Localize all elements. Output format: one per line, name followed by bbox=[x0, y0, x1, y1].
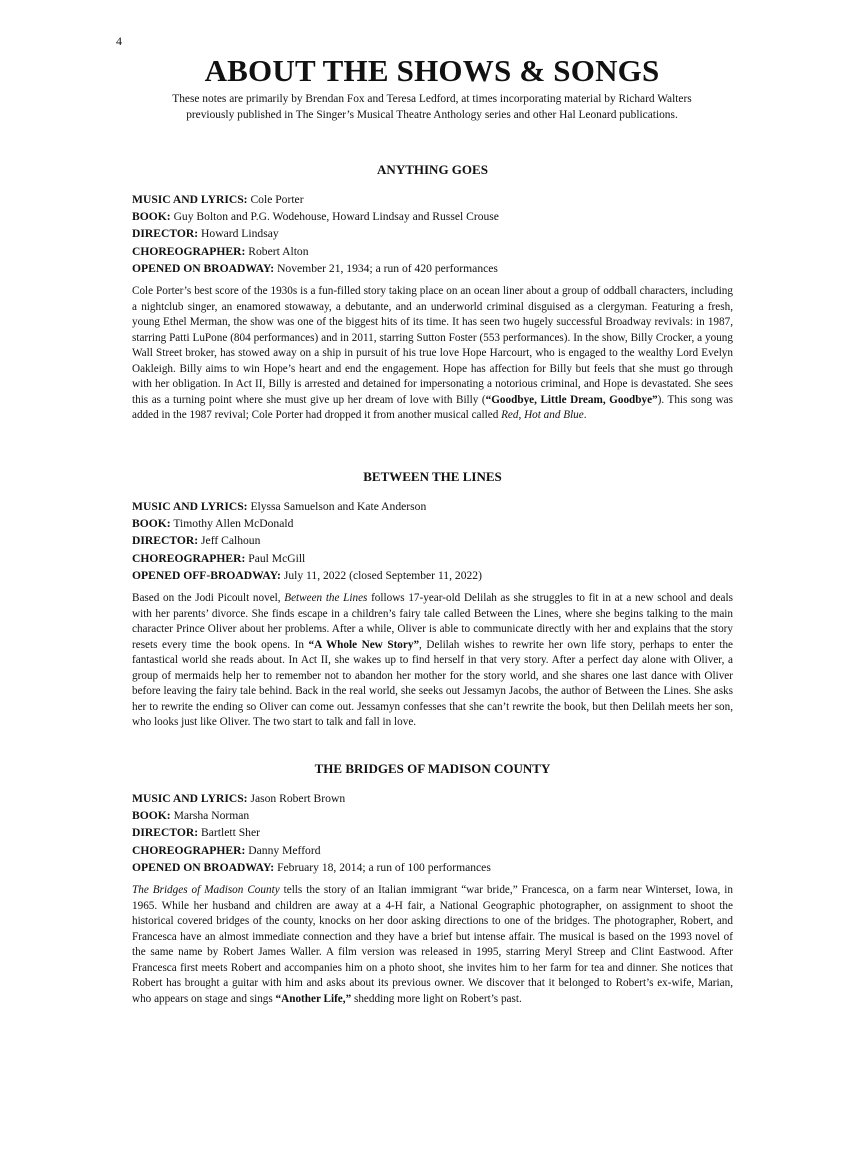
credit-label: BOOK: bbox=[132, 210, 171, 224]
credit-value: Cole Porter bbox=[250, 193, 304, 206]
credit-value: Jason Robert Brown bbox=[250, 792, 346, 805]
credit-label: CHOREOGRAPHER: bbox=[132, 551, 246, 565]
credit-label: OPENED ON BROADWAY: bbox=[132, 261, 275, 275]
credit-choreographer bbox=[132, 842, 733, 859]
credit-value: Marsha Norman bbox=[173, 809, 250, 823]
credit-choreographer bbox=[132, 550, 733, 567]
credit-label: DIRECTOR: bbox=[132, 826, 199, 840]
credit-label: MUSIC AND LYRICS: bbox=[132, 500, 248, 513]
subtitle-line-2: previously published in The Singer’s Musical Theatre Anthology series and other Hal Leonard publications. bbox=[186, 108, 678, 121]
credit-value: July 11, 2022 (closed September 11, 2022) bbox=[283, 568, 482, 582]
synopsis-text: tells the story of an Italian immigrant “war bride,” Francesca, on a farm near Winterset, Iowa, in 1965. While her husband and children are away at a 4-H fair, a National Geographic photographer, on assignment to shoot the historical covered bridges of the county, knocks on her door asking directions to one of the bridges. The photographer, Robert, and Francesca have an almost immediate connection and they have a brief but intense affair. The musical is based on the 1993 novel of the same name by Robert James Waller. A film version was released in 1995, starring Meryl Streep and Clint Eastwood. After Francesca first meets Robert and accompanies him on a photo shoot, she invites him to her farm for tea and dinner. She notices that Robert has brought a guitar with him and asks about its previous owner. We discover that it belonged to Robert’s ex-wife, Marian, who appears on stage and sings bbox=[132, 884, 733, 1005]
credit-label: CHOREOGRAPHER: bbox=[132, 244, 246, 258]
song-title: “A Whole New Story” bbox=[308, 638, 420, 651]
synopsis-text: follows 17-year-old Delilah as she struggles to fit in at a new school and deals with her parents’ divorce. She finds escape in a children’s fairy tale called Between the Lines, where she begins talking to the main character Prince Oliver about her problems. After a while, Oliver is able to communicate directly with her and explains that the story resets every time the book opens. In bbox=[132, 592, 733, 651]
credit-value: Guy Bolton and P.G. Wodehouse, Howard Lindsay and Russel Crouse bbox=[173, 210, 499, 224]
credit-value: Jeff Calhoun bbox=[201, 534, 261, 548]
credit-value: Danny Mefford bbox=[248, 843, 321, 857]
credit-value: Timothy Allen McDonald bbox=[173, 517, 294, 531]
credit-value: Elyssa Samuelson and Kate Anderson bbox=[250, 500, 427, 513]
credit-label: OPENED ON BROADWAY: bbox=[132, 860, 275, 874]
credit-director bbox=[132, 824, 733, 841]
work-title: The Bridges of Madison County bbox=[132, 884, 280, 897]
credit-book bbox=[132, 208, 733, 225]
credit-value: Bartlett Sher bbox=[201, 826, 260, 840]
show-title: BETWEEN THE LINES bbox=[363, 469, 502, 484]
synopsis-text: Based on the Jodi Picoult novel, bbox=[132, 592, 285, 605]
credit-label: OPENED OFF-BROADWAY: bbox=[132, 568, 281, 582]
credit-label: CHOREOGRAPHER: bbox=[132, 843, 246, 857]
page-subtitle bbox=[0, 92, 864, 123]
credit-label: DIRECTOR: bbox=[132, 227, 199, 241]
credit-label: BOOK: bbox=[132, 517, 171, 531]
credit-label: BOOK: bbox=[132, 809, 171, 823]
synopsis-text: shedding more light on Robert’s past. bbox=[351, 992, 522, 1005]
synopsis-text: ). This song was added in the 1987 revival; Cole Porter had dropped it from another musical called bbox=[132, 393, 733, 422]
show-anything-goes bbox=[132, 162, 733, 424]
show-bridges-of-madison-county bbox=[132, 761, 733, 1007]
show-title: ANYTHING GOES bbox=[377, 162, 488, 177]
synopsis bbox=[132, 591, 733, 731]
credit-director bbox=[132, 225, 733, 242]
show-title: THE BRIDGES OF MADISON COUNTY bbox=[314, 761, 551, 776]
synopsis-text: Cole Porter’s best score of the 1930s is a fun-filled story taking place on an ocean liner about a group of oddball characters, including a nightclub singer, an enamored stowaway, a debutante, and an underworld criminal disguised as a clergyman. Featuring a fresh, young Ethel Merman, the show was one of the biggest hits of its time. It has seen two hugely successful Broadway revivals: in 1987, starring Patti LuPone (804 performances) and in 2011, starring Sutton Foster (553 performances). In the show, Billy Crocker, a young Wall Street broker, has stowed away on a ship in pursuit of his true love Hope Harcourt, who is engaged to the wealthy Lord Evelyn Oakleigh. Billy aims to win Hope’s heart and end the engagement. Hope has affection for Billy but feels that she must go through with her obligation. In Act II, Billy is arrested and detained for impersonating a notorious criminal, and Hope is devastated. She sees this as a turning point where she must give up her dream of love with Billy ( bbox=[132, 285, 733, 406]
show-between-the-lines bbox=[132, 469, 733, 731]
credit-label: DIRECTOR: bbox=[132, 534, 199, 548]
credit-value: February 18, 2014; a run of 100 performances bbox=[277, 860, 491, 874]
page-header bbox=[0, 52, 864, 123]
work-title: Between the Lines bbox=[284, 592, 368, 605]
credit-book bbox=[132, 515, 733, 532]
credits-list bbox=[132, 790, 733, 876]
credit-choreographer bbox=[132, 243, 733, 260]
credit-value: Howard Lindsay bbox=[201, 227, 279, 241]
synopsis-text: . bbox=[583, 409, 587, 422]
credit-value: Robert Alton bbox=[248, 244, 309, 258]
credit-opened bbox=[132, 859, 733, 876]
credit-music-lyrics bbox=[132, 790, 733, 807]
work-title: Red, Hot and Blue bbox=[501, 409, 584, 422]
credit-value: November 21, 1934; a run of 420 performances bbox=[277, 261, 498, 275]
credit-label: MUSIC AND LYRICS: bbox=[132, 792, 248, 805]
page-number: 4 bbox=[116, 34, 122, 48]
credit-music-lyrics bbox=[132, 498, 733, 515]
credit-opened bbox=[132, 567, 733, 584]
credit-opened bbox=[132, 260, 733, 277]
credit-value: Paul McGill bbox=[248, 551, 306, 565]
synopsis-text: , Delilah wishes to rewrite her own life story, perhaps to enter the fantastical world she reads about. In Act II, she wakes up to find herself in that very story. After a perfect day alone with Oliver, a group of mermaids help her to remember not to abandon her mother for the story world, and she shares one last dance with Oliver before leaving the fairy tale behind. Back in the real world, she seeks out Jessamyn Jacobs, the author of Between the Lines. She asks her to rewrite the ending so Oliver can come out. Jessamyn confesses that she can’t rewrite the book, but then Delilah meets her son, who looks just like Oliver. The two start to talk and fall in love. bbox=[132, 638, 734, 729]
page-title: ABOUT THE SHOWS & SONGS bbox=[204, 53, 660, 88]
song-title: “Goodbye, Little Dream, Goodbye” bbox=[485, 393, 658, 406]
subtitle-line-1: These notes are primarily by Brendan Fox and Teresa Ledford, at times incorporating material by Richard Walters bbox=[172, 93, 692, 105]
credit-director bbox=[132, 532, 733, 549]
credits-list bbox=[132, 191, 733, 277]
credit-book bbox=[132, 807, 733, 824]
credit-label: MUSIC AND LYRICS: bbox=[132, 193, 248, 206]
song-title: “Another Life,” bbox=[275, 992, 352, 1005]
credits-list bbox=[132, 498, 733, 584]
credit-music-lyrics bbox=[132, 191, 733, 208]
synopsis bbox=[132, 883, 733, 1007]
synopsis bbox=[132, 284, 733, 424]
